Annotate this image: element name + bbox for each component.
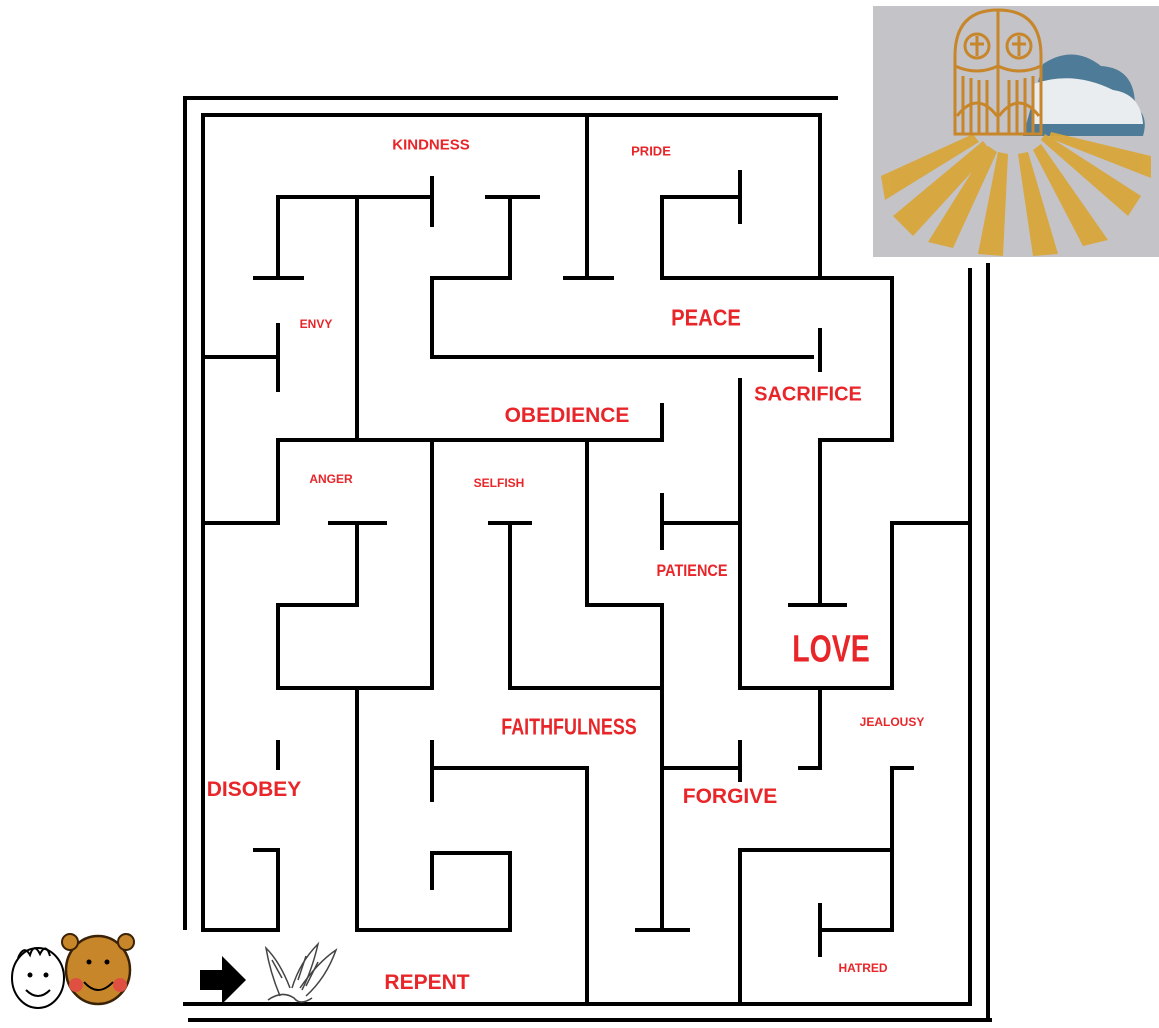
inner-walls <box>203 115 970 1004</box>
word-jealousy: JEALOUSY <box>859 715 925 729</box>
word-faithfulness: FAITHFULNESS <box>501 713 637 740</box>
dove-icon <box>266 944 336 1002</box>
heaven-gates-icon <box>873 6 1159 257</box>
word-selfish: SELFISH <box>473 476 525 490</box>
word-forgive: FORGIVE <box>682 785 778 808</box>
word-obedience: OBEDIENCE <box>504 404 630 427</box>
word-disobey: DISOBEY <box>206 778 302 801</box>
word-pride: PRIDE <box>631 143 671 159</box>
word-repent: REPENT <box>384 971 470 994</box>
word-patience: PATIENCE <box>656 561 728 580</box>
word-anger: ANGER <box>309 472 353 486</box>
word-love: LOVE <box>792 628 870 671</box>
heaven-gates-panel <box>873 6 1159 257</box>
word-envy: ENVY <box>299 317 333 331</box>
word-peace: PEACE <box>671 304 741 331</box>
word-sacrifice: SACRIFICE <box>754 383 862 406</box>
word-kindness: KINDNESS <box>392 136 470 154</box>
word-hatred: HATRED <box>838 961 888 975</box>
kids-faces-icon <box>12 934 134 1008</box>
start-arrow-icon <box>200 956 246 1004</box>
